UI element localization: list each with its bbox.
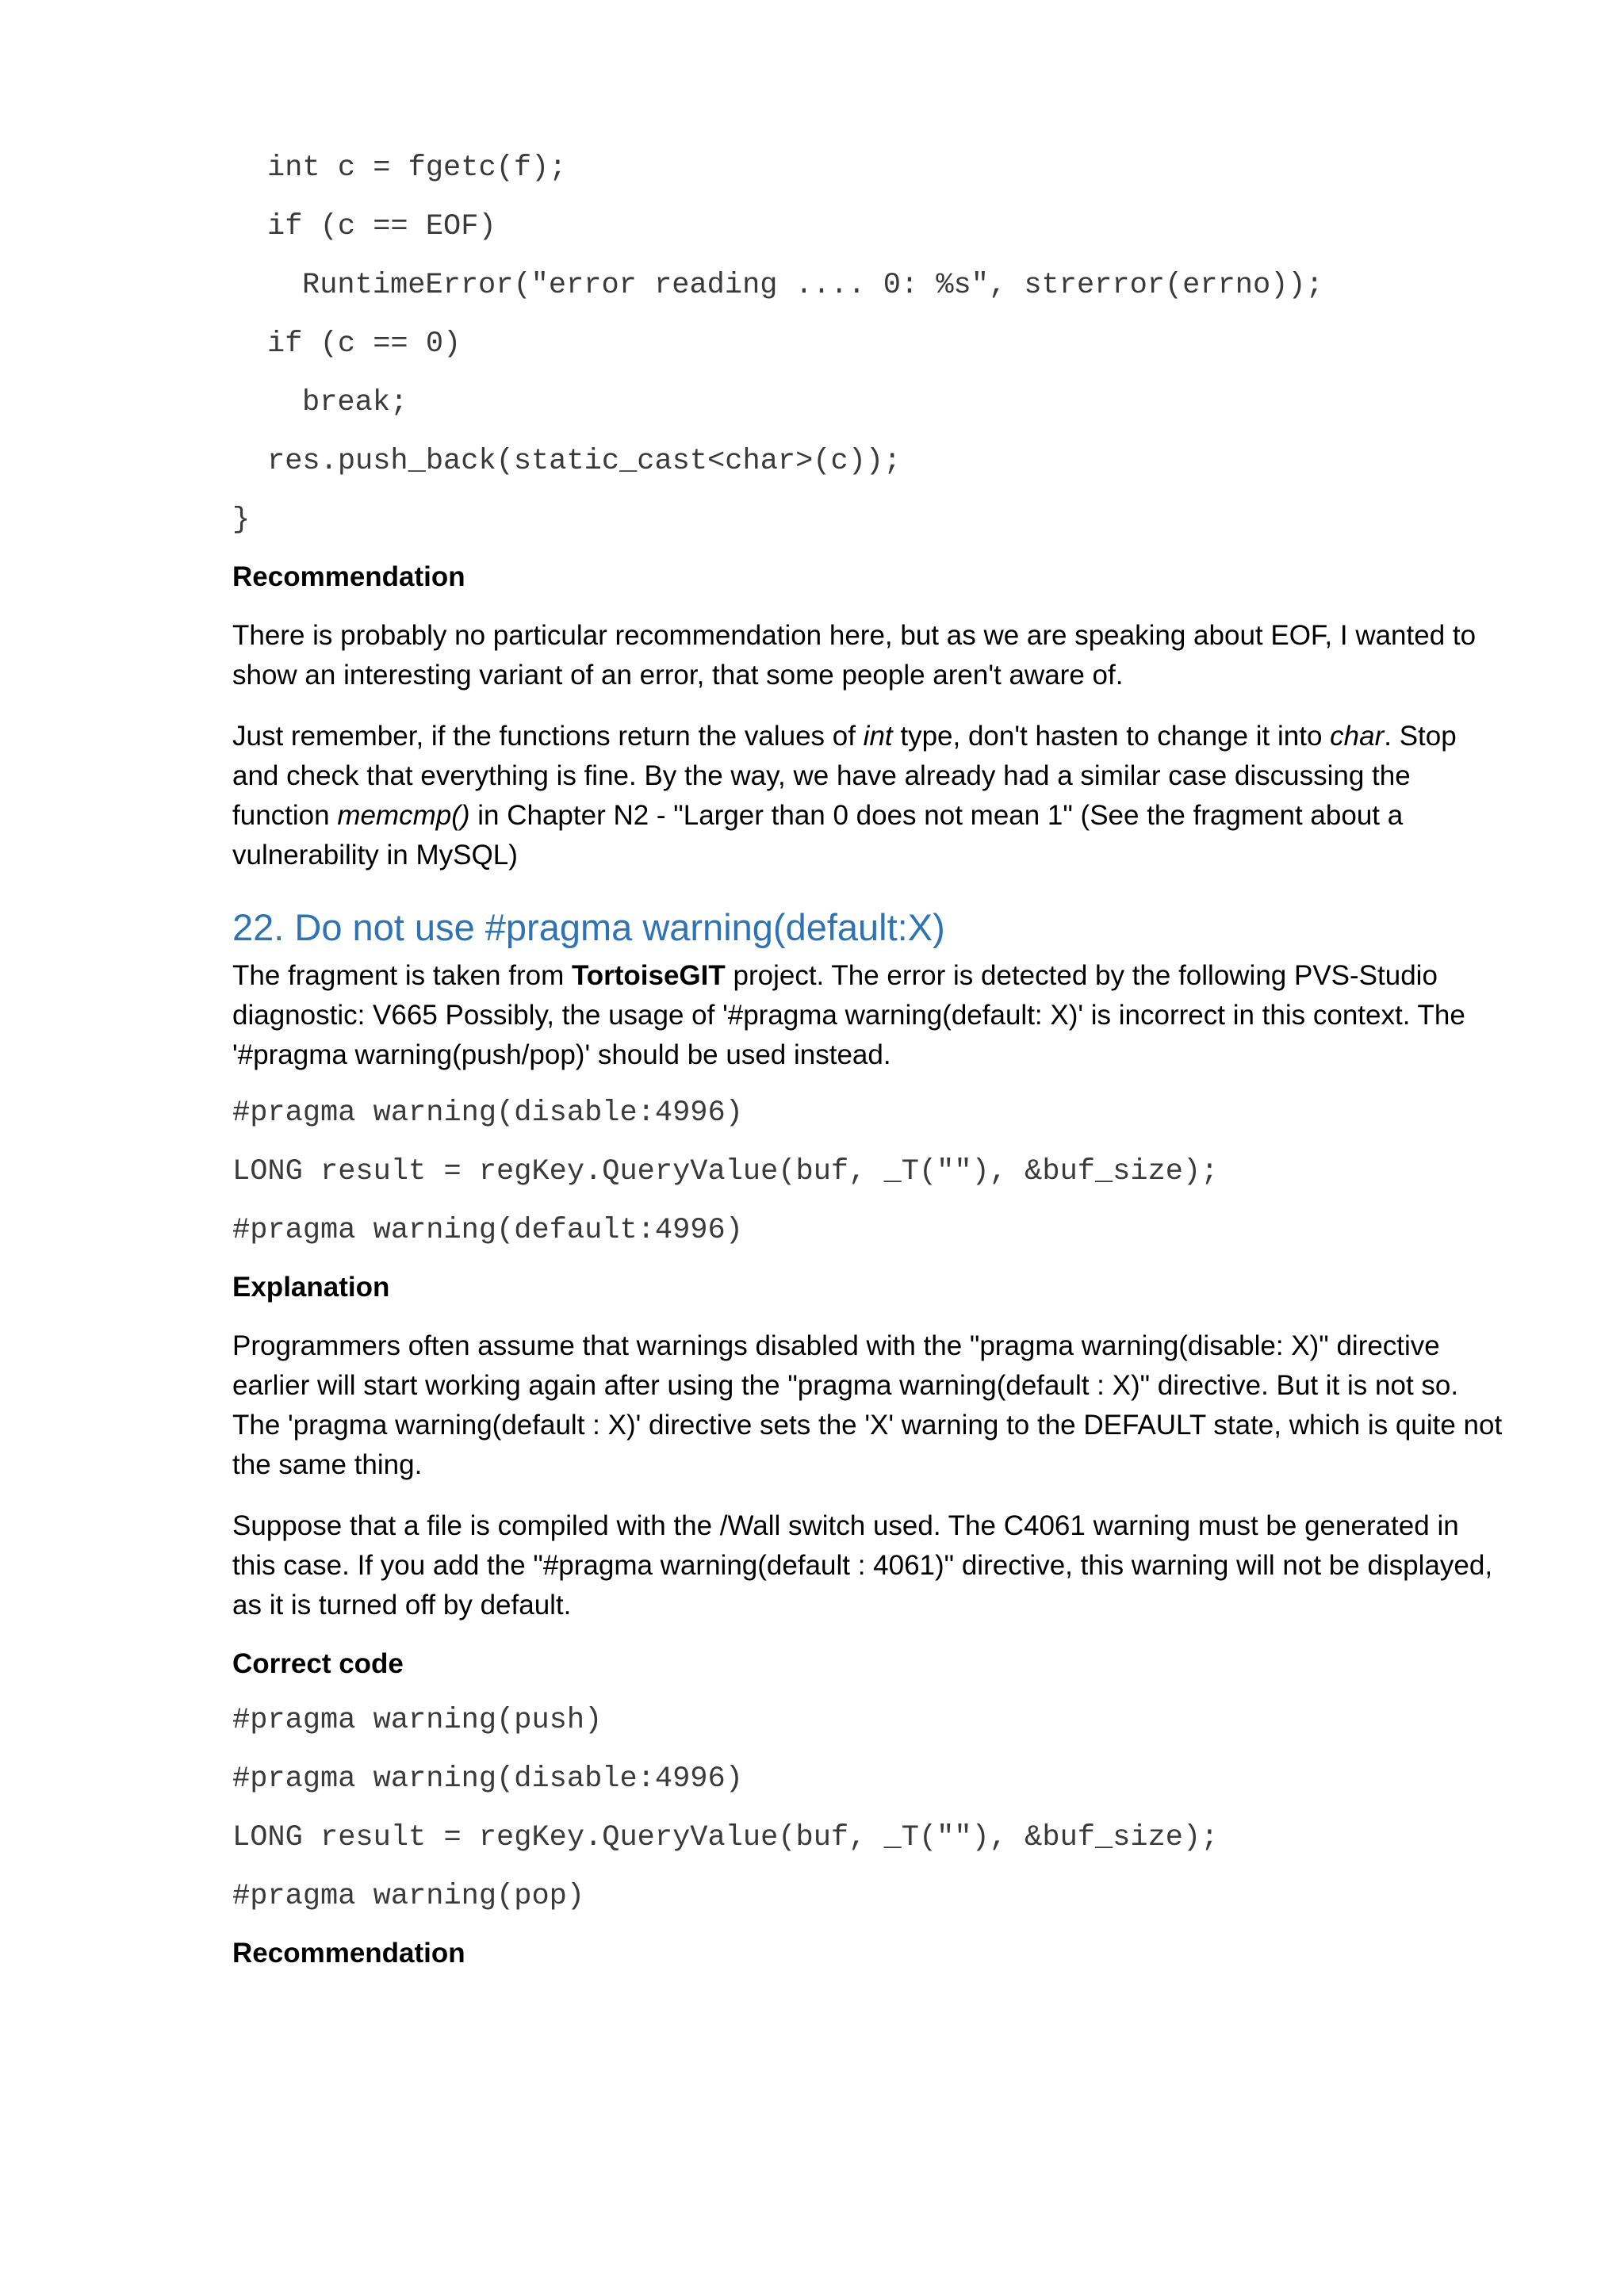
explanation-heading: Explanation: [232, 1272, 390, 1303]
recommendation-heading: Recommendation: [232, 1938, 465, 1969]
text-run: Just remember, if the functions return the values of: [232, 721, 864, 752]
code-line: #pragma warning(disable:4996): [232, 1096, 743, 1130]
explanation-paragraph: Suppose that a file is compiled with the /Wall switch used. The C4061 warning must be generated in this case. If you add the "#pragma warning(default : 4061)" directive, this warning will not be displayed, as it is turned off by default.: [232, 1510, 1493, 1621]
text-run: type, don't hasten to change it into: [892, 721, 1331, 752]
code-line: RuntimeError("error reading .... 0: %s", strerror(errno));: [302, 269, 1323, 302]
text-run-italic: memcmp(): [337, 800, 470, 831]
code-line: int c = fgetc(f);: [267, 151, 567, 185]
code-line: res.push_back(static_cast<char>(c));: [267, 445, 902, 478]
correct-code-heading: Correct code: [232, 1648, 404, 1679]
text-run: The fragment is taken from: [232, 960, 572, 991]
code-line: break;: [302, 386, 408, 419]
text-run-bold: TortoiseGIT: [571, 960, 726, 991]
text-run: project. The error is detected by the following PVS-Studio diagnostic: V665 Possibly, the usage of '#pragma warning(default: X)' is incorrect in this context. The '#pragma warning(push/pop)' should be used instead.: [232, 960, 1465, 1070]
recommendation-heading: Recommendation: [232, 561, 465, 592]
text-run-italic: int: [863, 721, 893, 752]
code-line: #pragma warning(pop): [232, 1880, 585, 1913]
code-line: #pragma warning(disable:4996): [232, 1762, 743, 1796]
section-title: 22. Do not use #pragma warning(default:X): [232, 906, 945, 948]
code-line: if (c == 0): [267, 327, 462, 361]
recommendation-paragraph: There is probably no particular recommendation here, but as we are speaking about EOF, I wanted to show an interesting variant of an error, that some people aren't aware of.: [232, 620, 1477, 691]
code-line: #pragma warning(default:4996): [232, 1214, 743, 1247]
code-line: LONG result = regKey.QueryValue(buf, _T(""), &buf_size);: [232, 1155, 1219, 1188]
text-run: . Stop and check that everything is fine. By the way, we have already had a similar case discussing the function: [232, 721, 1457, 831]
text-run-italic: char: [1330, 721, 1385, 752]
explanation-paragraph: Programmers often assume that warnings disabled with the "pragma warning(disable: X)" directive earlier will start working again after using the "pragma warning(default : X)" directive. But it is not so. The 'pragma warning(default : X)' directive sets the 'X' warning to the DEFAULT state, which is quite not the same thing.: [232, 1330, 1503, 1480]
code-line: }: [232, 503, 251, 537]
recommendation-paragraph: [232, 717, 1509, 875]
page-content: [232, 151, 1509, 1992]
code-line: LONG result = regKey.QueryValue(buf, _T(""), &buf_size);: [232, 1821, 1219, 1854]
code-line: #pragma warning(push): [232, 1704, 603, 1737]
text-run: in Chapter N2 - "Larger than 0 does not mean 1" (See the fragment about a vulnerability in MySQL): [232, 800, 1404, 871]
section-intro: [232, 956, 1509, 1075]
code-line: if (c == EOF): [267, 210, 496, 243]
